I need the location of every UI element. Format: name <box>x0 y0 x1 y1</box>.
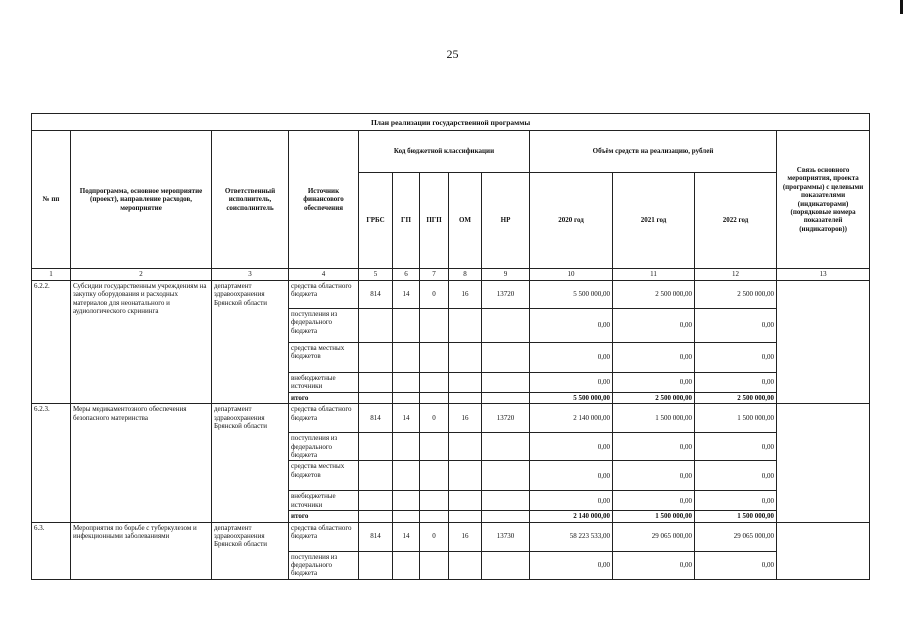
header-2020: 2020 год <box>530 173 613 269</box>
column-number: 3 <box>212 269 289 281</box>
amount-2020: 0,00 <box>530 309 613 343</box>
funding-source: средства местных бюджетов <box>289 461 359 491</box>
amount-2022: 1 500 000,00 <box>695 404 777 433</box>
funding-source: поступления из федерального бюджета <box>289 309 359 343</box>
amount-2022: 0,00 <box>695 433 777 461</box>
header-2021: 2021 год <box>613 173 695 269</box>
header-executor: Ответственный исполнитель, соисполнитель <box>212 131 289 269</box>
item-number: 6.2.2. <box>32 281 71 404</box>
item-number: 6.2.3. <box>32 404 71 522</box>
header-budget-code: Код бюджетной классификации <box>359 131 530 173</box>
page-number: 25 <box>446 47 459 61</box>
amount-2022: 29 065 000,00 <box>695 522 777 551</box>
code-om: 16 <box>449 404 482 433</box>
funding-source: поступления из федерального бюджета <box>289 433 359 461</box>
column-number: 2 <box>71 269 212 281</box>
column-number: 8 <box>449 269 482 281</box>
amount-2022: 0,00 <box>695 373 777 393</box>
total-label: итого <box>289 392 359 403</box>
amount-2021: 0,00 <box>613 373 695 393</box>
table-row <box>32 281 870 309</box>
code-gp: 14 <box>393 281 420 309</box>
column-number: 4 <box>289 269 359 281</box>
column-number: 12 <box>695 269 777 281</box>
amount-2021: 2 500 000,00 <box>613 281 695 309</box>
header-om: ОМ <box>449 173 482 269</box>
column-number: 11 <box>613 269 695 281</box>
funding-source: средства местных бюджетов <box>289 343 359 373</box>
scan-edge-mark <box>900 0 903 14</box>
total-2020: 5 500 000,00 <box>530 392 613 403</box>
table-title: План реализации государственной программы <box>32 114 870 131</box>
amount-2022: 0,00 <box>695 551 777 579</box>
code-nr: 13720 <box>482 404 530 433</box>
header-2022: 2022 год <box>695 173 777 269</box>
code-gp: 14 <box>393 404 420 433</box>
amount-2020: 0,00 <box>530 343 613 373</box>
amount-2020: 2 140 000,00 <box>530 404 613 433</box>
header-grbs: ГРБС <box>359 173 393 269</box>
amount-2021: 1 500 000,00 <box>613 404 695 433</box>
amount-2022: 0,00 <box>695 491 777 511</box>
amount-2021: 29 065 000,00 <box>613 522 695 551</box>
code-grbs: 814 <box>359 522 393 551</box>
amount-2022: 0,00 <box>695 343 777 373</box>
total-2022: 2 500 000,00 <box>695 392 777 403</box>
funding-source: внебюджетные источники <box>289 373 359 393</box>
header-funding: Объём средств на реализацию, рублей <box>530 131 777 173</box>
item-name: Меры медикаментозного обеспечения безопасного материнства <box>71 404 212 522</box>
amount-2022: 0,00 <box>695 461 777 491</box>
amount-2021: 0,00 <box>613 491 695 511</box>
code-om: 16 <box>449 281 482 309</box>
total-2022: 1 500 000,00 <box>695 511 777 522</box>
amount-2020: 0,00 <box>530 373 613 393</box>
header-source: Источник финансового обеспечения <box>289 131 359 269</box>
item-executor: департамент здравоохранения Брянской области <box>212 522 289 579</box>
header-gp: ГП <box>393 173 420 269</box>
header-name: Подпрограмма, основное мероприятие (проект), направление расходов, мероприятие <box>71 131 212 269</box>
indicator-link <box>777 522 870 579</box>
indicator-link <box>777 281 870 404</box>
column-number: 5 <box>359 269 393 281</box>
amount-2020: 0,00 <box>530 433 613 461</box>
total-2020: 2 140 000,00 <box>530 511 613 522</box>
header-nr: НР <box>482 173 530 269</box>
total-2021: 2 500 000,00 <box>613 392 695 403</box>
code-pgp: 0 <box>420 522 449 551</box>
total-2021: 1 500 000,00 <box>613 511 695 522</box>
column-number: 6 <box>393 269 420 281</box>
amount-2020: 0,00 <box>530 491 613 511</box>
indicator-link <box>777 404 870 522</box>
item-executor: департамент здравоохранения Брянской области <box>212 404 289 522</box>
item-name: Мероприятия по борьбе с туберкулезом и инфекционными заболеваниями <box>71 522 212 579</box>
funding-source: средства областного бюджета <box>289 522 359 551</box>
amount-2022: 0,00 <box>695 309 777 343</box>
funding-source: поступления из федерального бюджета <box>289 551 359 579</box>
amount-2021: 0,00 <box>613 433 695 461</box>
budget-plan-table <box>31 113 870 580</box>
amount-2020: 58 223 533,00 <box>530 522 613 551</box>
item-name: Субсидии государственным учреждениям на закупку оборудования и расходных материалов для неонатального и аудиологического скрининга <box>71 281 212 404</box>
amount-2021: 0,00 <box>613 309 695 343</box>
header-link: Связь основного мероприятия, проекта (программы) с целевыми показателями (индикаторами) (порядковые номера показателей (индикаторов)) <box>777 131 870 269</box>
column-number: 9 <box>482 269 530 281</box>
amount-2021: 0,00 <box>613 343 695 373</box>
code-nr: 13730 <box>482 522 530 551</box>
code-grbs: 814 <box>359 404 393 433</box>
funding-source: внебюджетные источники <box>289 491 359 511</box>
table-row <box>32 404 870 433</box>
table-row <box>32 522 870 551</box>
funding-source: средства областного бюджета <box>289 281 359 309</box>
amount-2020: 0,00 <box>530 461 613 491</box>
code-nr: 13720 <box>482 281 530 309</box>
item-executor: департамент здравоохранения Брянской области <box>212 281 289 404</box>
column-number: 13 <box>777 269 870 281</box>
code-gp: 14 <box>393 522 420 551</box>
amount-2020: 0,00 <box>530 551 613 579</box>
item-number: 6.3. <box>32 522 71 579</box>
amount-2021: 0,00 <box>613 461 695 491</box>
amount-2021: 0,00 <box>613 551 695 579</box>
header-num: № пп <box>32 131 71 269</box>
amount-2020: 5 500 000,00 <box>530 281 613 309</box>
column-number-row <box>32 269 870 281</box>
header-pgp: ПГП <box>420 173 449 269</box>
amount-2022: 2 500 000,00 <box>695 281 777 309</box>
total-label: итого <box>289 511 359 522</box>
column-number: 7 <box>420 269 449 281</box>
code-pgp: 0 <box>420 404 449 433</box>
column-number: 1 <box>32 269 71 281</box>
code-om: 16 <box>449 522 482 551</box>
code-grbs: 814 <box>359 281 393 309</box>
code-pgp: 0 <box>420 281 449 309</box>
column-number: 10 <box>530 269 613 281</box>
funding-source: средства областного бюджета <box>289 404 359 433</box>
